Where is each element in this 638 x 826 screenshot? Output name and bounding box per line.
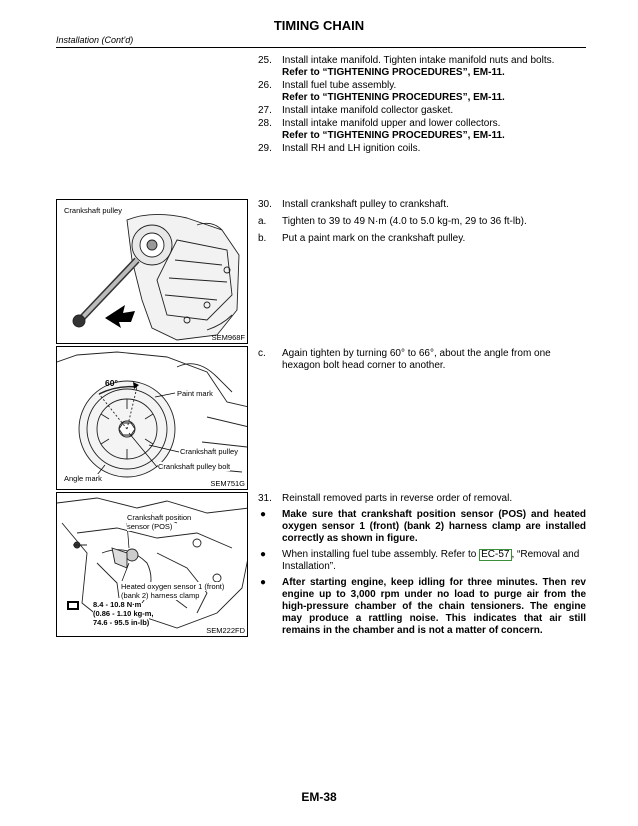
step-31-block <box>258 493 586 637</box>
angle-mark-label: Angle mark <box>64 474 102 483</box>
engine-illustration <box>57 200 248 344</box>
note-idle <box>258 577 586 637</box>
pos-sensor-label: sensor (POS) <box>127 522 173 531</box>
pos-sensor-label: Crankshaft position <box>127 513 192 522</box>
step-number: 30. <box>258 199 272 210</box>
step-text: Reinstall removed parts in reverse order of removal. <box>282 493 513 504</box>
step-26 <box>258 80 586 104</box>
step-29 <box>258 143 586 155</box>
torque-spec-label: (0.86 - 1.10 kg-m, <box>93 609 154 618</box>
step-30-block <box>258 199 586 246</box>
note-text: When installing fuel tube assembly. Refer to <box>282 549 477 560</box>
torque-spec-label: 8.4 - 10.8 N·m <box>93 600 142 609</box>
page-title: TIMING CHAIN <box>273 18 365 33</box>
step-number: 25. <box>258 55 272 66</box>
step-c <box>258 348 586 372</box>
crankshaft-pulley-label: Crankshaft pulley <box>64 206 122 215</box>
step-text: Install crankshaft pulley to crankshaft. <box>282 199 449 210</box>
o2-sensor-clamp-label: Heated oxygen sensor 1 (front) <box>121 582 225 591</box>
step-text: Install RH and LH ignition coils. <box>282 143 421 154</box>
crankshaft-pulley-label: Crankshaft pulley <box>180 447 238 456</box>
figure-sensor-harness <box>56 492 248 637</box>
step-reference: Refer to “TIGHTENING PROCEDURES”, EM-11. <box>282 130 505 141</box>
crankshaft-pulley-bolt-label: Crankshaft pulley bolt <box>158 462 231 471</box>
step-number: 26. <box>258 80 272 91</box>
step-27 <box>258 105 586 117</box>
step-reference: Refer to “TIGHTENING PROCEDURES”, EM-11. <box>282 92 505 103</box>
torque-spec-label: 74.6 - 95.5 in-lb) <box>93 618 150 627</box>
bullet-icon: ● <box>260 577 267 588</box>
step-text: Install fuel tube assembly. <box>282 80 397 91</box>
ec-57-link[interactable]: EC-57 <box>481 549 510 560</box>
step-text: Install intake manifold. Tighten intake manifold nuts and bolts. <box>282 55 555 66</box>
step-number: 31. <box>258 493 272 504</box>
figure-angle-mark <box>56 346 248 490</box>
step-text: Tighten to 39 to 49 N·m (4.0 to 5.0 kg-m, 29 to 36 ft-lb). <box>282 216 527 227</box>
note-text: , “Removal and Installation”. <box>282 549 580 572</box>
step-number: a. <box>258 216 267 227</box>
figure-crankshaft-pulley <box>56 199 248 344</box>
step-28 <box>258 118 586 142</box>
step-text: Again tighten by turning 60° to 66°, about the angle from one hexagon bolt head corner to another. <box>282 348 551 371</box>
bullet-icon: ● <box>260 549 267 560</box>
step-text: Put a paint mark on the crankshaft pulley. <box>282 233 466 244</box>
step-31 <box>258 493 586 505</box>
step-text: Install intake manifold upper and lower collectors. <box>282 118 501 129</box>
bullet-icon: ● <box>260 509 267 520</box>
note-text: Make sure that crankshaft position sensor (POS) and heated oxygen sensor 1 (front) (bank 2) harness clamp are installed correctly as shown in figure. <box>282 509 586 544</box>
o2-sensor-clamp-label: (bank 2) harness clamp <box>121 591 200 600</box>
step-30 <box>258 199 586 211</box>
note-fuel-tube <box>258 549 586 573</box>
step-number: 27. <box>258 105 272 116</box>
step-text: Install intake manifold collector gasket. <box>282 105 454 116</box>
step-30b <box>258 233 586 245</box>
figure-code: SEM751G <box>210 479 245 488</box>
step-c-block <box>258 348 586 373</box>
figure-code: SEM222FD <box>206 626 245 635</box>
step-reference: Refer to “TIGHTENING PROCEDURES”, EM-11. <box>282 67 505 78</box>
angle-60-label: 60° <box>105 378 118 388</box>
section-label: Installation (Cont'd) <box>56 35 134 45</box>
step-25 <box>258 55 586 79</box>
step-30a <box>258 216 586 228</box>
note-sensor-clamp <box>258 509 586 545</box>
note-text: After starting engine, keep idling for three minutes. Then rev engine up to 3,000 rpm under no load to purge air from the high-pressure chamber of the chain tensioners. The engine may produce a rattling noise. This indicates that air still remains in the chamber and is not a matter of concern. <box>282 577 586 636</box>
step-number: 28. <box>258 118 272 129</box>
step-number: 29. <box>258 143 272 154</box>
header-divider <box>56 47 586 48</box>
step-number: c. <box>258 348 266 359</box>
paint-mark-label: Paint mark <box>177 389 213 398</box>
figure-code: SEM968F <box>211 333 245 342</box>
steps-top <box>258 55 586 156</box>
step-number: b. <box>258 233 267 244</box>
page-number: EM-38 <box>301 790 337 804</box>
